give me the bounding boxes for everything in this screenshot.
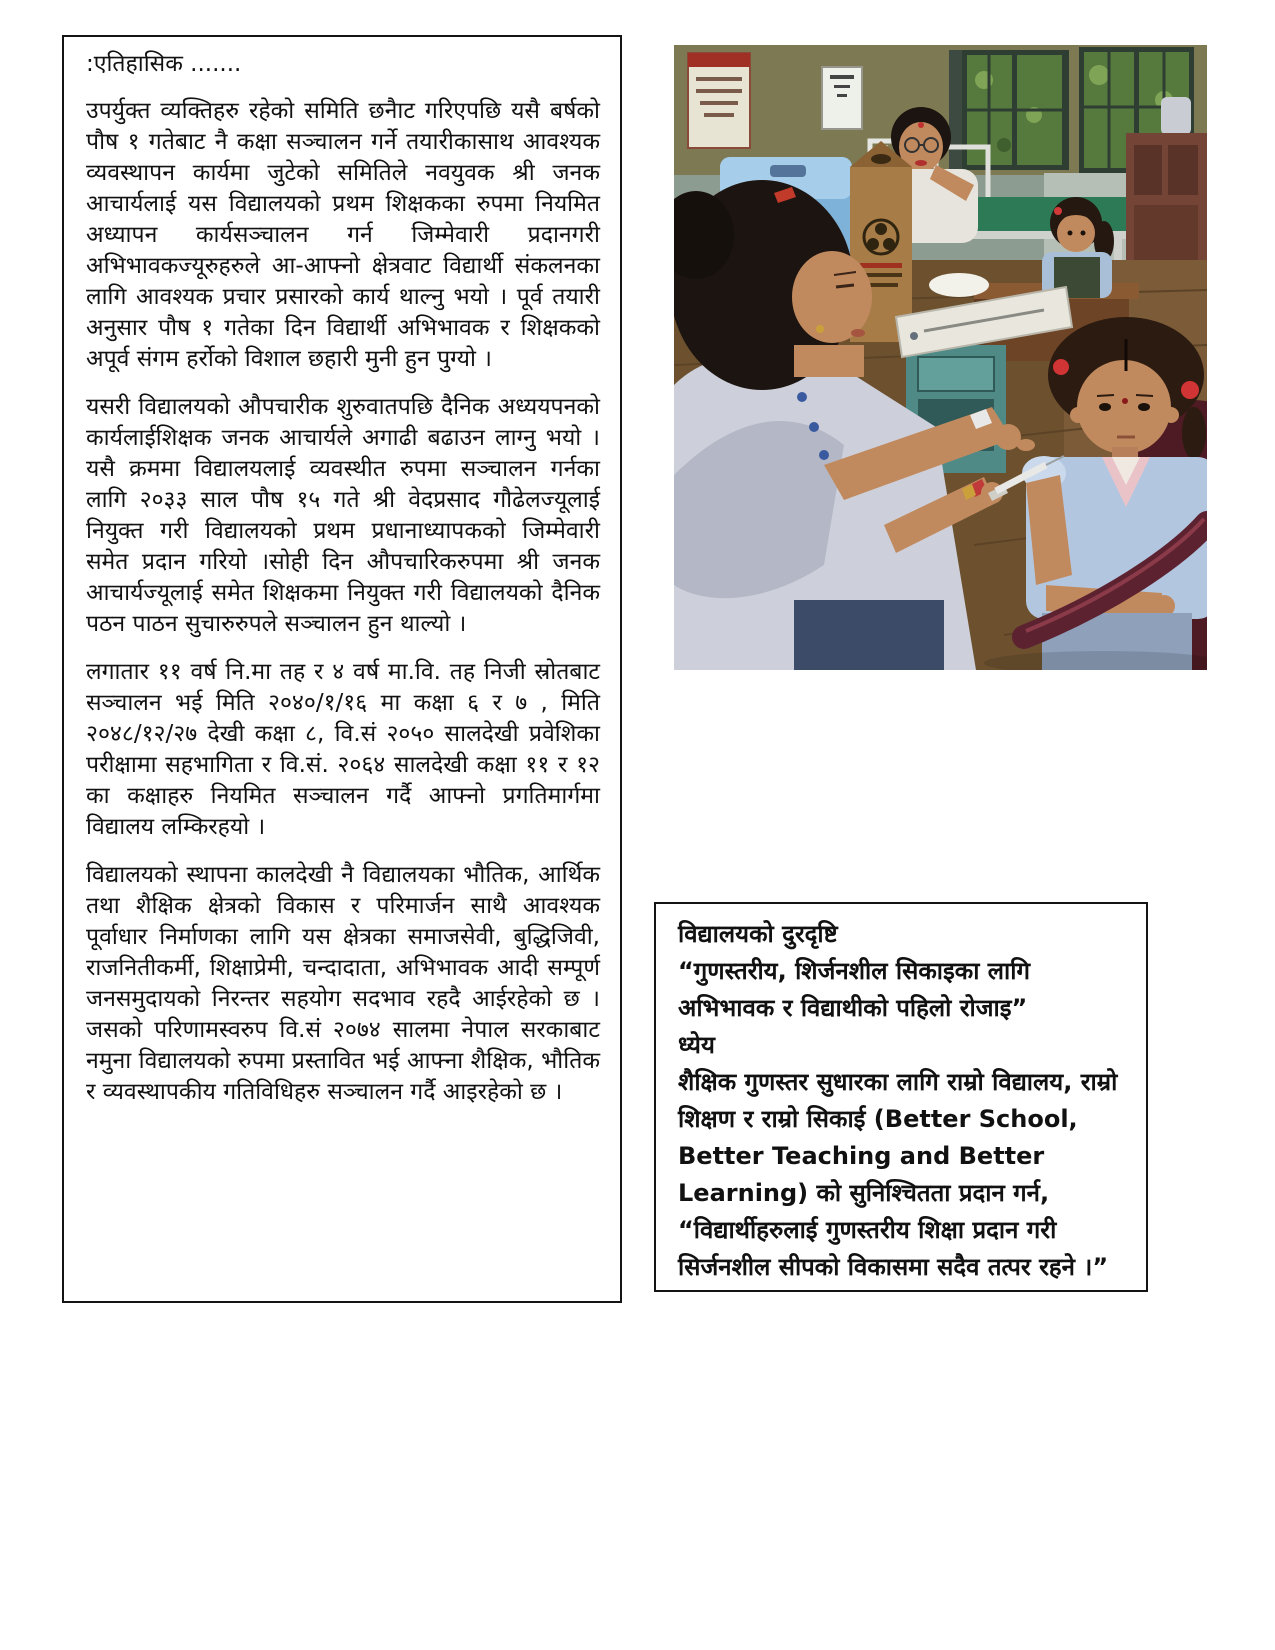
history-text-box — [62, 35, 622, 1303]
history-title: :एतिहासिक ....... — [86, 51, 242, 77]
vision-statement: “गुणस्तरीय, शिर्जनशील सिकाइका लागि अभिभावक र विद्याथीको पहिलो रोजाइ” — [678, 957, 1030, 1022]
vaccination-photo — [674, 45, 1207, 670]
goal-statement: शैक्षिक गुणस्तर सुधारका लागि राम्रो विद्यालय, राम्रो शिक्षण र राम्रो सिकाई (Better School, Better Teaching and Better Learning) को सुनिश्चितता प्रदान गर्न, — [678, 1068, 1118, 1207]
goal-heading: ध्येय — [678, 1031, 715, 1059]
vision-box — [654, 902, 1148, 1292]
history-paragraph: यसरी विद्यालयको औपचारीक शुरुवातपछि दैनिक अध्ययपनको कार्यलाईशिक्षक जनक आचार्यले अगाढी बढाउन लाग्नु भयो । यसै क्रममा विद्यालयलाई व्यवस्थीत रुपमा सञ्चालन गर्नका लागि २०३३ साल पौष १५ गते श्री वेदप्रसाद गौढेलज्यूलाई नियुक्त गरी विद्यालयको प्रथम प्रधानाध्यापकको जिम्मेवारी समेत प्रदान गरियो ।सोही दिन औपचारिकरुपमा श्री जनक आचार्यज्यूलाई समेत शिक्षकमा नियुक्त गरी विद्यालयको दैनिक पठन पाठन सुचारुरुपले सञ्चालन हुन थाल्यो । — [86, 394, 600, 637]
vision-title: विद्यालयको दुरदृष्टि — [678, 920, 838, 948]
history-paragraph: विद्यालयको स्थापना कालदेखी नै विद्यालयका भौतिक, आर्थिक तथा शैक्षिक क्षेत्रको विकास र परिमार्जन साथै आवश्यक पूर्वाधार निर्माणका लागि यस क्षेत्रका समाजसेवी, बुद्धिजिवी, राजनितीकर्मी, शिक्षाप्रेमी, चन्दादाता, अभिभावक आदी सम्पूर्ण जनसमुदायको निरन्तर सहयोग सदभाव रहदै आईरहेको छ । जसको परिणामस्वरुप वि.सं २०७४ सालमा नेपाल सरकाबाट नमुना विद्यालयको रुपमा प्रस्तावित भई आफ्ना शैक्षिक, भौतिक र व्यवस्थापकीय गतिविधिहरु सञ्चालन गर्दै आइरहेको छ । — [86, 862, 600, 1105]
vaccination-photo-illustration — [674, 45, 1207, 670]
history-paragraph: उपर्युक्त व्यक्तिहरु रहेको समिति छनैाट गरिएपछि यसै बर्षको पौष १ गतेबाट नै कक्षा सञ्चालन गर्ने तयारीकासाथ आवश्यक व्यवस्थापन कार्यमा जुटेको समितिले नवयुवक श्री जनक आचार्यलाई यस विद्यालयको प्रथम शिक्षकका रुपमा नियमित अध्यापन कार्यसञ्चालन गर्न जिम्मेवारी प्रदानगरी अभिभावकज्यूरुहरुले आ-आफ्नो क्षेत्रवाट विद्यार्थी संकलनका लागि आवश्यक प्रचार प्रसारको कार्य थाल्नु भयो । पूर्व तयारी अनुसार पौष १ गतेका दिन विद्यार्थी अभिभावक र शिक्षकको अपूर्व संगम हर्रोको विशाल छहारी मुनी हुन पुग्यो । — [86, 98, 600, 372]
mission-statement: “विद्यार्थीहरुलाई गुणस्तरीय शिक्षा प्रदान गरी सिर्जनशील सीपको विकासमा सदैव तत्पर रहने ।” — [678, 1216, 1109, 1281]
history-paragraph: लगातार ११ वर्ष नि.मा तह र ४ वर्ष मा.वि. तह निजी स्रोतबाट सञ्चालन भई मिति २०४०/१/१६ मा कक्षा ६ र ७ , मिति २०४८/१२/२७ देखी कक्षा ८, वि.सं २०५० सालदेखी प्रवेशिका परीक्षामा सहभागिता र वि.सं. २०६४ सालदेखी कक्षा ११ र १२ का कक्षाहरु नियमित सञ्चालन गर्दै आफ्नो प्रगतिमार्गमा विद्यालय लम्किरहयो । — [86, 659, 600, 840]
calendar-poster — [688, 53, 750, 148]
eye-chart-poster — [822, 67, 862, 129]
